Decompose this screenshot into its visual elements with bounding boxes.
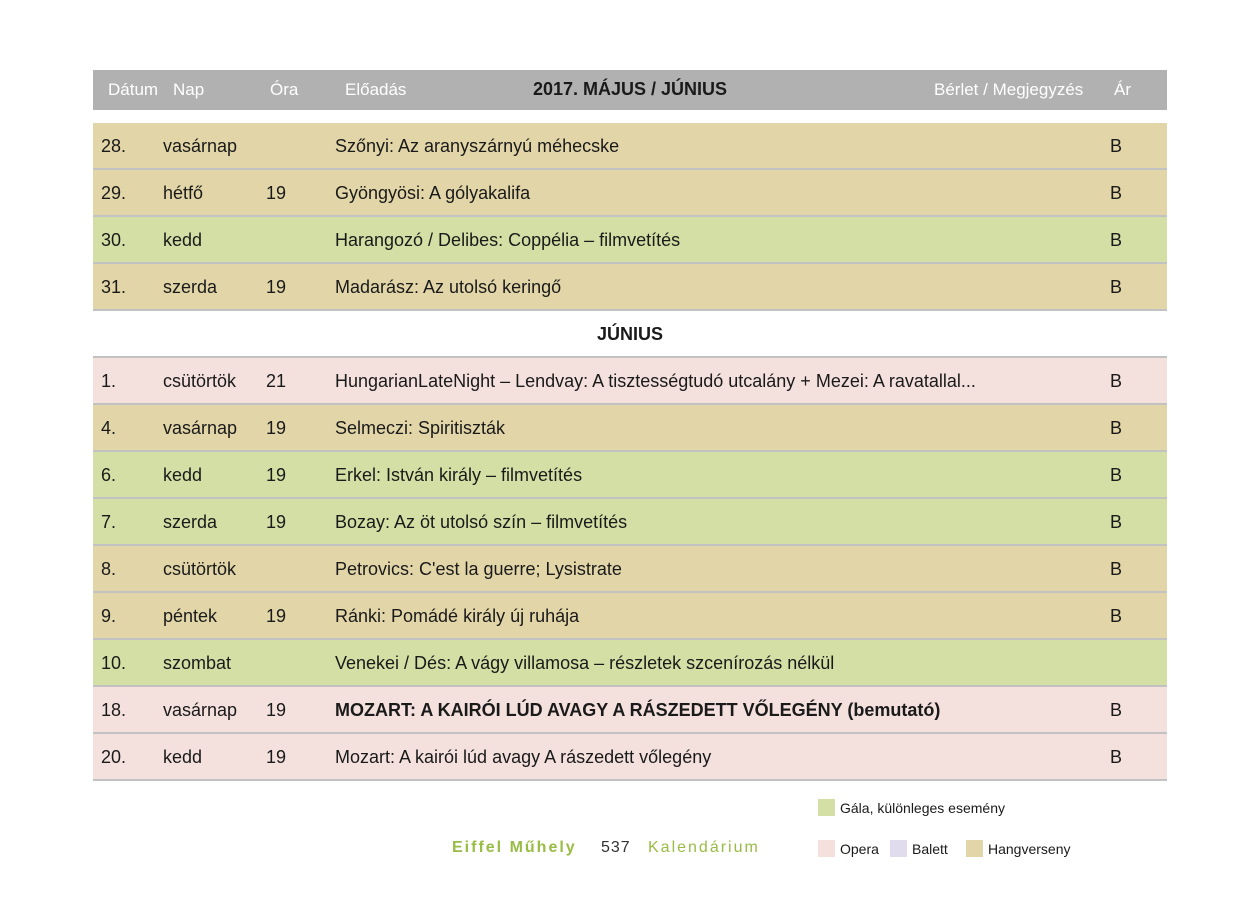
section-name: Kalendárium (648, 839, 760, 856)
row-price: B (1110, 512, 1123, 532)
table-row (93, 546, 1167, 593)
table-row (93, 640, 1167, 687)
row-show: Venekei / Dés: A vágy villamosa – részletek szcenírozás nélkül (335, 653, 835, 673)
table-row (93, 593, 1167, 640)
table-row (93, 734, 1167, 781)
row-day: csütörtök (163, 371, 237, 391)
row-date: 20. (101, 747, 127, 767)
row-day: vasárnap (163, 136, 238, 156)
row-hour: 19 (266, 277, 287, 297)
row-price: B (1110, 371, 1123, 391)
row-date: 8. (101, 559, 117, 579)
row-day: kedd (163, 230, 203, 250)
table-row (93, 123, 1167, 170)
row-price: B (1110, 136, 1123, 156)
row-show: Petrovics: C'est la guerre; Lysistrate (335, 559, 622, 579)
row-date: 18. (101, 700, 127, 720)
brand-name: Eiffel Műhely (452, 839, 577, 856)
month-heading: JÚNIUS (596, 324, 663, 344)
row-hour: 19 (266, 465, 287, 485)
legend-gala-label: Gála, különleges esemény (840, 800, 1005, 816)
row-price: B (1110, 465, 1123, 485)
table-row (93, 687, 1167, 734)
row-price: B (1110, 183, 1123, 203)
table-row (93, 405, 1167, 452)
row-date: 7. (101, 512, 117, 532)
legend-gala-swatch (818, 799, 835, 816)
row-hour: 21 (266, 371, 287, 391)
row-hour: 19 (266, 606, 287, 626)
row-day: kedd (163, 465, 203, 485)
row-show: Bozay: Az öt utolsó szín – filmvetítés (335, 512, 628, 532)
row-price: B (1110, 606, 1123, 626)
row-date: 1. (101, 371, 117, 391)
table-row (93, 358, 1167, 405)
table-row (93, 452, 1167, 499)
legend-opera-label: Opera (840, 841, 879, 857)
month-heading-row (93, 311, 1167, 358)
row-show: Selmeczi: Spiritiszták (335, 418, 506, 438)
row-hour: 19 (266, 183, 287, 203)
row-date: 10. (101, 653, 127, 673)
row-price: B (1110, 418, 1123, 438)
table-row (93, 499, 1167, 546)
row-show: Szőnyi: Az aranyszárnyú méhecske (335, 136, 620, 156)
row-day: kedd (163, 747, 203, 767)
legend-concert (966, 840, 1071, 857)
row-date: 9. (101, 606, 117, 626)
row-show: Madarász: Az utolsó keringő (335, 277, 562, 297)
legend-ballet (890, 840, 948, 857)
row-show: Mozart: A kairói lúd avagy A rászedett vőlegény (335, 747, 712, 767)
row-date: 4. (101, 418, 117, 438)
page-title: 2017. MÁJUS / JÚNIUS (532, 79, 728, 99)
header-show: Előadás (345, 80, 407, 99)
row-day: vasárnap (163, 418, 238, 438)
legend-gala (818, 799, 1005, 816)
row-date: 6. (101, 465, 117, 485)
row-day: szerda (163, 512, 218, 532)
row-day: hétfő (163, 183, 204, 203)
row-price: B (1110, 277, 1123, 297)
row-hour: 19 (266, 747, 287, 767)
row-show: MOZART: A KAIRÓI LÚD AVAGY A RÁSZEDETT VŐLEGÉNY (bemutató) (335, 700, 941, 720)
row-hour: 19 (266, 700, 287, 720)
table-header (93, 70, 1167, 110)
row-price: B (1110, 747, 1123, 767)
header-hour: Óra (270, 80, 299, 99)
row-price: B (1110, 559, 1123, 579)
row-day: vasárnap (163, 700, 238, 720)
row-date: 28. (101, 136, 127, 156)
page-number: 537 (601, 839, 631, 856)
header-day: Nap (173, 80, 205, 99)
row-day: szombat (163, 653, 232, 673)
row-show: Ránki: Pomádé király új ruhája (335, 606, 580, 626)
header-subscription: Bérlet / Megjegyzés (934, 80, 1084, 99)
row-show: Harangozó / Delibes: Coppélia – filmvetítés (335, 230, 681, 250)
row-date: 31. (101, 277, 127, 297)
schedule-table (93, 123, 1167, 781)
row-date: 29. (101, 183, 127, 203)
legend-ballet-swatch (890, 840, 907, 857)
row-hour: 19 (266, 512, 287, 532)
legend-opera-swatch (818, 840, 835, 857)
table-row (93, 264, 1167, 311)
header-date: Dátum (108, 80, 159, 99)
legend-opera (818, 840, 879, 857)
row-hour: 19 (266, 418, 287, 438)
row-show: Gyöngyösi: A gólyakalifa (335, 183, 531, 203)
row-day: szerda (163, 277, 218, 297)
legend-concert-label: Hangverseny (988, 841, 1071, 857)
legend-ballet-label: Balett (912, 841, 948, 857)
table-row (93, 170, 1167, 217)
row-date: 30. (101, 230, 127, 250)
table-row (93, 217, 1167, 264)
header-price: Ár (1114, 80, 1131, 99)
row-show: Erkel: István király – filmvetítés (335, 465, 583, 485)
row-day: péntek (163, 606, 218, 626)
row-show: HungarianLateNight – Lendvay: A tisztességtudó utcalány + Mezei: A ravatallal... (335, 371, 976, 391)
legend-concert-swatch (966, 840, 983, 857)
row-day: csütörtök (163, 559, 237, 579)
row-price: B (1110, 700, 1123, 720)
row-price: B (1110, 230, 1123, 250)
